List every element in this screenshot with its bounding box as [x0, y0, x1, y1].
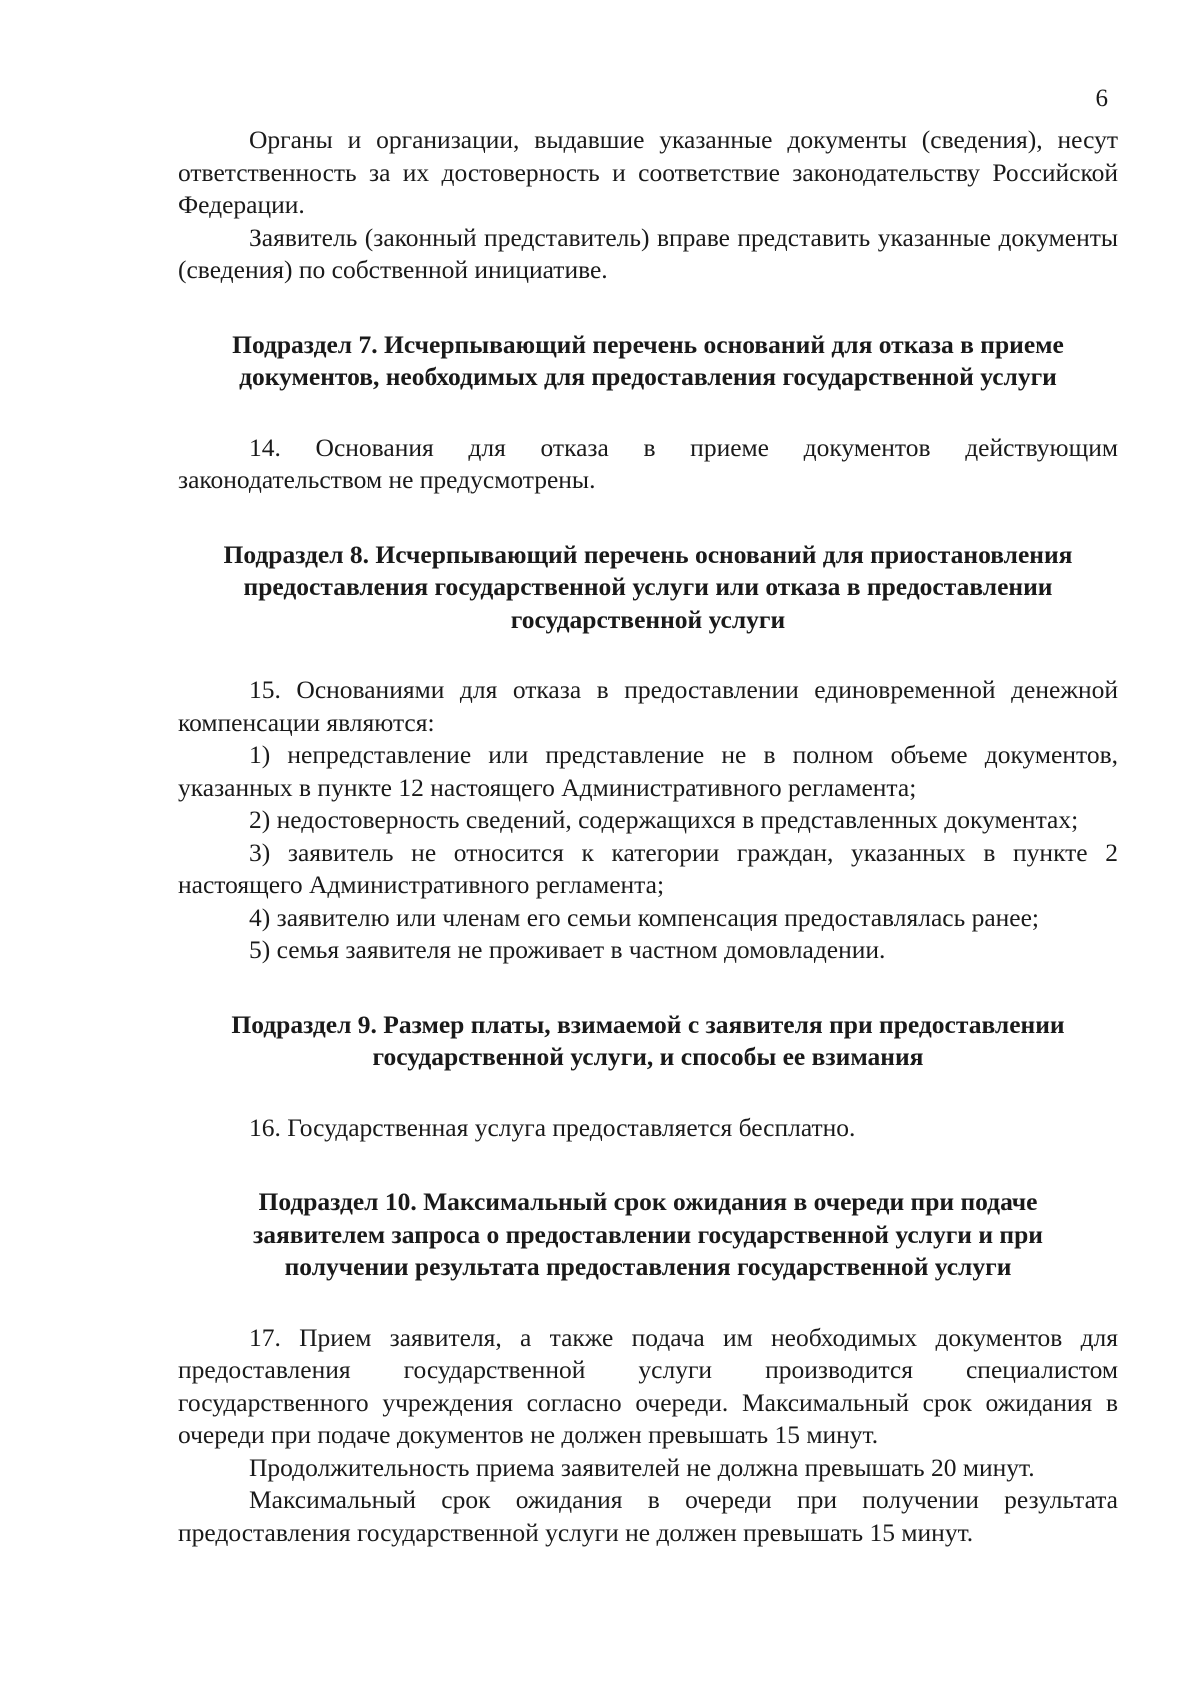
paragraph: 3) заявитель не относится к категории граждан, указанных в пункте 2 настоящего Административного регламента; — [178, 837, 1118, 899]
paragraph: Заявитель (законный представитель) вправе представить указанные документы (сведения) по собственной инициативе. — [178, 222, 1118, 284]
subsection-heading: Подраздел 8. Исчерпывающий перечень оснований для приостановления предоставления государственной услуги или отказа в предоставлении государственной услуги — [223, 539, 1073, 634]
paragraph: 1) непредставление или представление не в полном объеме документов, указанных в пункте 12 настоящего Административного регламента; — [178, 740, 1118, 802]
subsection-heading: Подраздел 9. Размер платы, взимаемой с заявителя при предоставлении государственной услуги, и способы ее взимания — [231, 1009, 1065, 1071]
paragraph: Органы и организации, выдавшие указанные документы (сведения), несут ответственность за их достоверность и соответствие законодательству Российской Федерации. — [178, 125, 1118, 219]
paragraph: 15. Основаниями для отказа в предоставлении единовременной денежной компенсации являются: — [178, 675, 1118, 737]
paragraph: 4) заявителю или членам его семьи компенсация предоставлялась ранее; — [249, 902, 1040, 932]
paragraph: 14. Основания для отказа в приеме документов действующим законодательством не предусмотрены. — [178, 432, 1118, 494]
paragraph: 5) семья заявителя не проживает в частном домовладении. — [249, 935, 886, 964]
paragraph: Максимальный срок ожидания в очереди при получении результата предоставления государственной услуги не должен превышать 15 минут. — [178, 1485, 1118, 1547]
paragraph: Продолжительность приема заявителей не должна превышать 20 минут. — [249, 1452, 1035, 1482]
document-body — [178, 124, 1118, 1549]
subsection-heading: Подраздел 7. Исчерпывающий перечень оснований для отказа в приеме документов, необходимых для предоставления государственной услуги — [232, 329, 1064, 391]
paragraph: 17. Прием заявителя, а также подача им необходимых документов для предоставления государственной услуги производится специалистом государственного учреждения согласно очереди. Максимальный срок ожидания в очереди при подаче документов не должен превышать 15 минут. — [178, 1322, 1118, 1449]
paragraph: 2) недостоверность сведений, содержащихся в представленных документах; — [249, 805, 1079, 834]
page-number: 6 — [1095, 85, 1108, 112]
paragraph: 16. Государственная услуга предоставляется бесплатно. — [249, 1112, 856, 1142]
subsection-heading: Подраздел 10. Максимальный срок ожидания в очереди при подаче заявителем запроса о предоставлении государственной услуги и при получении результата предоставления государственной услуги — [253, 1187, 1043, 1281]
